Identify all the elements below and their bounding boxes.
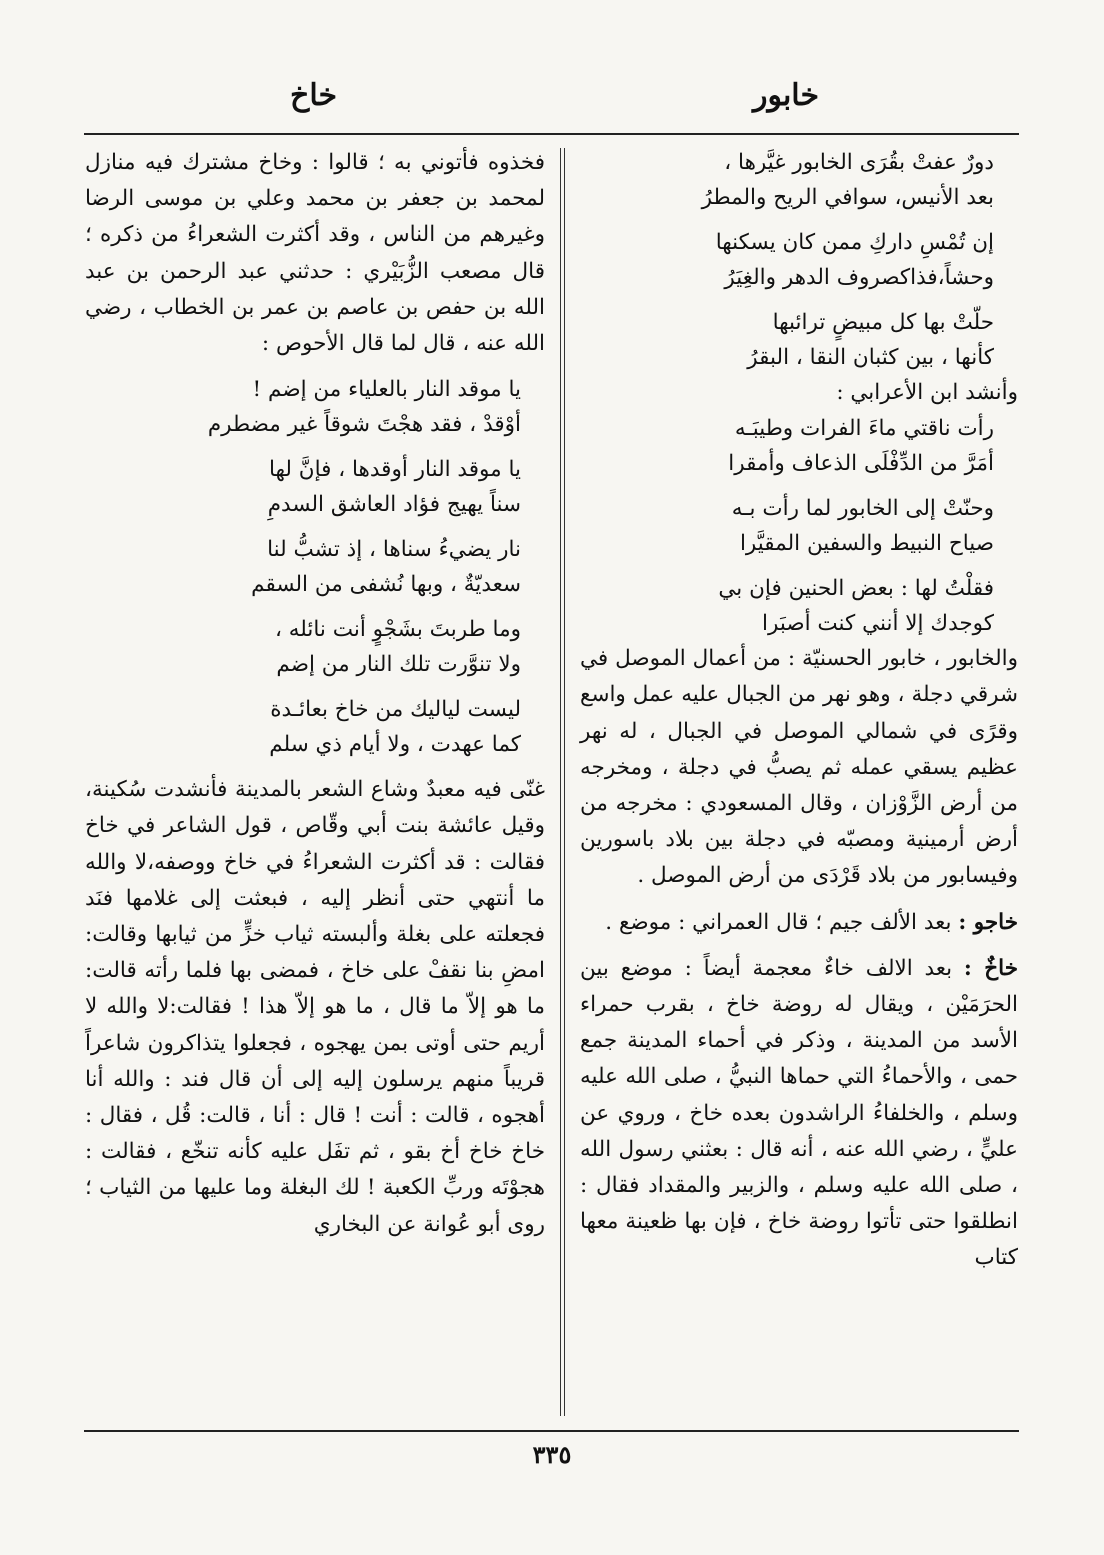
verse-line-1: ليست لياليك من خاخ بعائـدة: [270, 697, 521, 723]
verse-line-1: حلّتْ بها كل مبيضٍ ترائبها: [772, 310, 994, 335]
paragraph: فخذوه فأتوني به ؛ قالوا : وخاخ مشترك فيه منازل لمحمد بن جعفر بن محمد وعلي بن موسى الرضا وغيرهم من الناس ، وقد أكثرت الشعراءُ من ذكره ؛ قال مصعب الزُّبَيْري : حدثني عبد الرحمن بن عبد الله بن حفص بن عاصم بن عمر بن الخطاب ، رضي الله عنه ، قال لما قال الأحوص :: [85, 150, 545, 357]
right-column: [580, 145, 1018, 1277]
running-header-left: خاخ: [290, 78, 338, 113]
paragraph: والخابور ، خابور الحسنيّة : من أعمال الموصل في شرقي دجلة ، وهو نهر من الجبال عليه عمل واسع وقرًى في شمالي الموصل في الجبال ، له نهر عظيم يسقي عمله ثم يصبُّ في دجلة ، ومخرجه من أرض الزَّوْزان ، وقال المسعودي : مخرجه من أرض أرمينية ومصبّه في دجلة بين بلاد باسورين وفيسابور من بلاد قَرْدَى من أرض الموصل .: [580, 646, 1018, 889]
verse-line-2: ولا تنوَّرت تلك النار من إضم: [276, 652, 521, 678]
paragraph: وأنشد ابن الأعرابي :: [836, 380, 1018, 405]
verse-line-2: كما عهدت ، ولا أيام ذي سلم: [269, 732, 521, 758]
verse-line-2: صياح النبيط والسفين المقيَّرا: [739, 531, 994, 557]
verse: [85, 372, 545, 442]
entry-khakh: [580, 951, 1018, 1277]
verse-line-2: سعديّةٌ ، وبها نُشفى من السقم: [251, 572, 521, 598]
verse: [85, 452, 545, 522]
verse: [580, 411, 1018, 481]
verse-line-1: يا موقد النار بالعلياء من إضم !: [252, 377, 521, 403]
left-column: [85, 145, 545, 1243]
running-header-right: خابور: [752, 78, 819, 113]
verse-line-1: دورٌ عفتْ بقُرَى الخابور غيَّرها ،: [724, 150, 994, 175]
entry-headword: خاخٌ :: [963, 955, 1018, 981]
verse-line-2: أوْقدْ ، فقد هجْتَ شوقاً غير مضطرم: [207, 412, 521, 438]
verse: [85, 612, 545, 682]
entry-headword: خاجو :: [958, 909, 1018, 935]
verse: [580, 491, 1018, 561]
verse-line-1: نار يضيءُ سناها ، إذ تشبُّ لنا: [267, 537, 521, 563]
paragraph: غنّى فيه معبدٌ وشاع الشعر بالمدينة فأنشدت سُكينة، وقيل عائشة بنت أبي وقّاص ، قول الشاعر في خاخ فقالت : قد أكثرت الشعراءُ في خاخ ووصفه،لا والله ما أنتهي حتى أنظر إليه ، فبعثت إلى غلامها فنَد فجعلته على بغلة وألبسته ثياب خزٍّ من ثيابها وقالت: امضِ بنا نقفْ على خاخ ، فمضى بها فلما رأته قالت: ما هو إلاّ ما قال ، ما هو إلاّ هذا ! فقالت:لا والله لا أريم حتى أوتى بمن يهجوه ، فجعلوا يتذاكرون شاعراً قريباً منهم يرسلون إليه إلى أن قال فند : والله أنا أهجوه ، قالت : أنت ! قال : أنا ، قالت: قُل ، فقال : خاخ خاخ أخ بقو ، ثم تفَل عليه كأنه تنخّع ، فقالت : هجوْتَه وربِّ الكعبة ! لك البغلة وما عليها من الثياب ؛ روى أبو عُوانة عن البخاري: [85, 777, 545, 1237]
verse-line-1: فقلْتُ لها : بعض الحنين فإن بي: [718, 576, 994, 602]
header-rule: [84, 133, 1019, 135]
verse-line-1: يا موقد النار أوقدها ، فإنَّ لها: [268, 457, 521, 483]
column-divider-second: [564, 148, 565, 1416]
verse-line-1: رأت ناقتي ماءَ الفرات وطيبَـه: [734, 416, 994, 442]
verse: [580, 305, 1018, 375]
verse: [85, 532, 545, 602]
verse-line-2: سناً يهيج فؤاد العاشق السدمِ: [267, 492, 521, 518]
verse-line-2: بعد الأنيس، سوافي الريح والمطرُ: [701, 185, 994, 210]
entry-text: بعد الألف جيم ؛ قال العمراني : موضع .: [605, 909, 952, 935]
verse: [85, 692, 545, 762]
verse: [580, 145, 1018, 215]
verse: [580, 571, 1018, 641]
verse-line-2: وحشاً،فذاكصروف الدهر والغِيَرُ: [724, 265, 994, 290]
entry-text: بعد الالف خاءٌ معجمة أيضاً : موضع بين الحرَمَيْن ، ويقال له روضة خاخ ، بقرب حمراء الأسد من المدينة ، وذكر في أحماء المدينة جمع حمى ، والأحماءُ التي حماها النبيُّ ، صلى الله عليه وسلم ، والخلفاءُ الراشدون بعده خاخ ، وروي عن عليٍّ ، رضي الله عنه ، أنه قال : بعثني رسول الله ، صلى الله عليه وسلم ، والزبير والمقداد فقال : انطلقوا حتى تأتوا روضة خاخ ، فإن بها ظعينة معها كتاب: [580, 955, 1018, 1271]
verse: [580, 225, 1018, 295]
footer-rule: [84, 1430, 1019, 1432]
column-divider: [560, 148, 561, 1416]
verse-line-2: كأنها ، بين كثبان النقا ، البقرُ: [747, 345, 994, 370]
verse-line-1: وحنّتْ إلى الخابور لما رأت بـه: [731, 496, 994, 522]
entry-khajo: [580, 905, 1018, 941]
verse-line-2: كوجدك إلا أنني كنت أصبَرا: [762, 611, 994, 637]
verse-line-2: أمَرَّ من الدِّفْلَى الذعاف وأمقرا: [728, 451, 994, 477]
verse-line-1: وما طربتَ بشَجْوٍ أنت نائله ،: [274, 617, 521, 643]
page-number: ٣٣٥: [532, 1440, 572, 1469]
verse-line-1: إن تُمْسِ داركِ ممن كان يسكنها: [715, 230, 994, 255]
